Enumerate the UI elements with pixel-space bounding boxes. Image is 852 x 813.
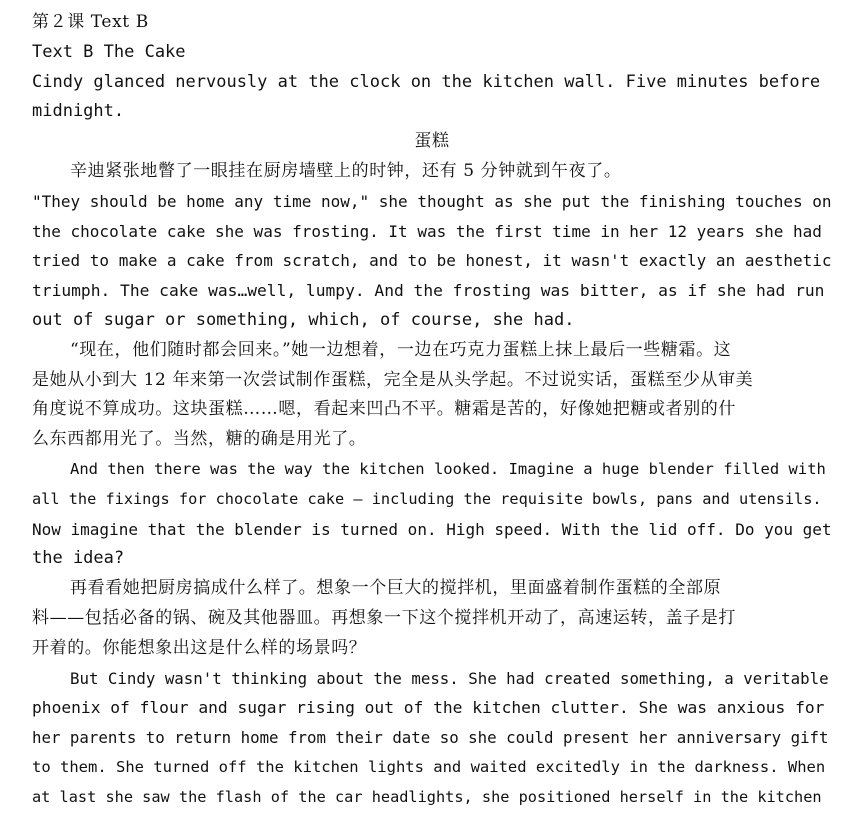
text-line: Cindy glanced nervously at the clock on the kitchen wall. Five minutes before (32, 71, 821, 92)
text-line: "They should be home any time now," she thought as she put the finishing touches on (32, 191, 832, 211)
document-page (32, 8, 832, 813)
intro-paragraph-en (32, 68, 832, 128)
text-line: phoenix of flour and sugar rising out of the kitchen clutter. She was anxious for (32, 698, 825, 718)
text-line: 开着的。你能想象出这是什么样的场景吗？ (32, 637, 367, 658)
text-line: at last she saw the flash of the car headlights, she positioned herself in the kitchen (32, 787, 822, 806)
text-line: 么东西都用光了。当然，糖的确是用光了。 (32, 429, 367, 450)
text-line: the idea? (32, 548, 125, 569)
text-line: 辛迪紧张地瞥了一眼挂在厨房墙壁上的时钟，还有 5 分钟就到午夜了。 (70, 160, 622, 181)
text-heading: Text B The Cake (32, 41, 186, 62)
chinese-title: 蛋糕 (414, 131, 450, 152)
text-line: triumph. The cake was…well, lumpy. And the frosting was bitter, as if she had run (32, 281, 825, 301)
text-line: “现在，他们随时都会回来。”她一边想着，一边在巧克力蛋糕上抹上最后一些糖霜。这 (70, 339, 732, 360)
paragraph-4-en (32, 664, 832, 813)
paragraph-3-cn (32, 574, 832, 663)
text-line: out of sugar or something, which, of course, she had. (32, 309, 575, 330)
paragraph-2-en (32, 187, 832, 336)
paragraph-2-cn (32, 336, 832, 455)
paragraph-1-cn (32, 157, 832, 187)
text-line: 角度说不算成功。这块蛋糕……嗯，看起来凹凸不平。糖霜是苦的，好像她把糖或者别的什 (32, 399, 736, 420)
text-line: the chocolate cake she was frosting. It was the first time in her 12 years she had (32, 221, 822, 241)
text-line: 是她从小到大 12 年来第一次尝试制作蛋糕，完全是从头学起。不过说实话，蛋糕至少从审美 (32, 369, 754, 390)
paragraph-3-en (32, 455, 832, 574)
text-line: to them. She turned off the kitchen lights and waited excitedly in the darkness. When (32, 757, 826, 776)
text-line: her parents to return home from their date so she could present her anniversary gift (32, 728, 829, 748)
text-line: tried to make a cake from scratch, and to be honest, it wasn't exactly an aesthetic (32, 251, 832, 271)
text-line: 再看看她把厨房搞成什么样了。想象一个巨大的搅拌机，里面盛着制作蛋糕的全部原 (70, 578, 722, 599)
lesson-title: 第２课 Text B (32, 12, 149, 32)
text-line: 料——包括必备的锅、碗及其他器皿。再想象一下这个搅拌机开动了，高速运转，盖子是打 (32, 607, 736, 628)
text-line: all the fixings for chocolate cake — including the requisite bowls, pans and utensils. (32, 489, 822, 508)
text-line: And then there was the way the kitchen looked. Imagine a huge blender filled with (70, 459, 826, 478)
text-line: Now imagine that the blender is turned on. High speed. With the lid off. Do you get (32, 519, 832, 539)
text-line: midnight. (32, 101, 125, 122)
text-line: But Cindy wasn't thinking about the mess. She had created something, a veritable (70, 668, 829, 688)
